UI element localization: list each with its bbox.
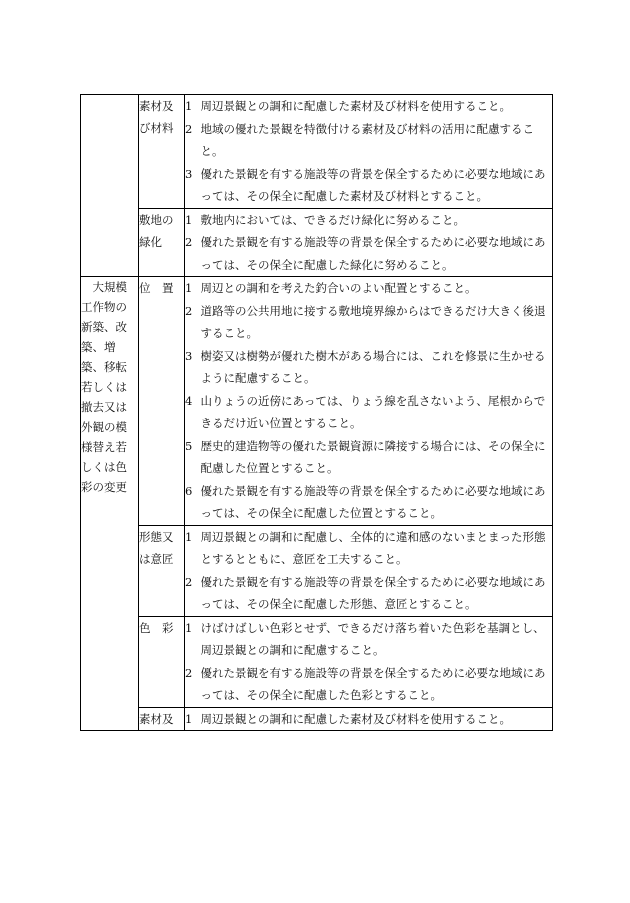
list-item: 1 周辺との調和を考えた釣合いのよい配置とすること。 bbox=[185, 281, 477, 295]
category-cell: 色 彩 bbox=[139, 616, 185, 707]
category-cell: 素材及 bbox=[139, 707, 185, 731]
list-item: 1 周辺景観との調和に配慮した素材及び材料を使用すること。 bbox=[185, 99, 512, 113]
major-category-cell bbox=[81, 95, 139, 277]
items-cell bbox=[185, 95, 553, 209]
table-row bbox=[81, 95, 553, 209]
items-cell bbox=[185, 277, 553, 526]
list-item: 2 優れた景観を有する施設等の背景を保全するために必要な地域にあっては、その保全に配慮した緑化に努めること。 bbox=[185, 235, 546, 272]
list-item: 2 優れた景観を有する施設等の背景を保全するために必要な地域にあっては、その保全に配慮した形態、意匠とすること。 bbox=[185, 574, 546, 611]
list-item: 1 周辺景観との調和に配慮した素材及び材料を使用すること。 bbox=[185, 711, 512, 726]
list-item: 2 道路等の公共用地に接する敷地境界線からはできるだけ大きく後退すること。 bbox=[185, 303, 546, 340]
items-cell bbox=[185, 525, 553, 616]
list-item: 3 優れた景観を有する施設等の背景を保全するために必要な地域にあっては、その保全に配慮した素材及び材料とすること。 bbox=[185, 166, 546, 203]
table-row bbox=[81, 208, 553, 277]
list-item: 6 優れた景観を有する施設等の背景を保全するために必要な地域にあっては、その保全に配慮した位置とすること。 bbox=[185, 483, 546, 520]
category-cell: 敷地の緑化 bbox=[139, 208, 185, 277]
major-category-cell: 大規模工作物の新築、改築、増築、移転若しくは撤去又は外観の模様替え若しくは色彩の変更 bbox=[81, 277, 139, 731]
list-item: 5 歴史的建造物等の優れた景観資源に隣接する場合には、その保全に配慮した位置とすること。 bbox=[185, 438, 546, 475]
category-cell: 形態又は意匠 bbox=[139, 525, 185, 616]
list-item: 1 周辺景観との調和に配慮し、全体的に違和感のないまとまった形態とするとともに、意匠を工夫すること。 bbox=[185, 529, 546, 566]
items-cell bbox=[185, 707, 553, 731]
category-cell: 素材及び材料 bbox=[139, 95, 185, 209]
items-cell bbox=[185, 616, 553, 707]
table-row bbox=[81, 707, 553, 731]
category-cell: 位 置 bbox=[139, 277, 185, 526]
list-item: 1 けばけばしい色彩とせず、できるだけ落ち着いた色彩を基調とし、周辺景観との調和に配慮すること。 bbox=[185, 620, 545, 657]
list-item: 3 樹姿又は樹勢が優れた樹木がある場合には、これを修景に生かせるように配慮すること。 bbox=[185, 348, 546, 385]
list-item: 4 山りょうの近傍にあっては、りょう線を乱さないよう、尾根からできるだけ近い位置とすること。 bbox=[185, 393, 546, 430]
table-row bbox=[81, 525, 553, 616]
table-row bbox=[81, 616, 553, 707]
list-item: 1 敷地内においては、できるだけ緑化に努めること。 bbox=[185, 212, 466, 227]
landscape-guideline-table bbox=[80, 94, 553, 731]
table-row bbox=[81, 277, 553, 526]
items-cell bbox=[185, 208, 553, 277]
list-item: 2 地域の優れた景観を特徴付ける素材及び材料の活用に配慮すること。 bbox=[185, 121, 535, 158]
list-item: 2 優れた景観を有する施設等の背景を保全するために必要な地域にあっては、その保全に配慮した色彩とすること。 bbox=[185, 665, 546, 702]
